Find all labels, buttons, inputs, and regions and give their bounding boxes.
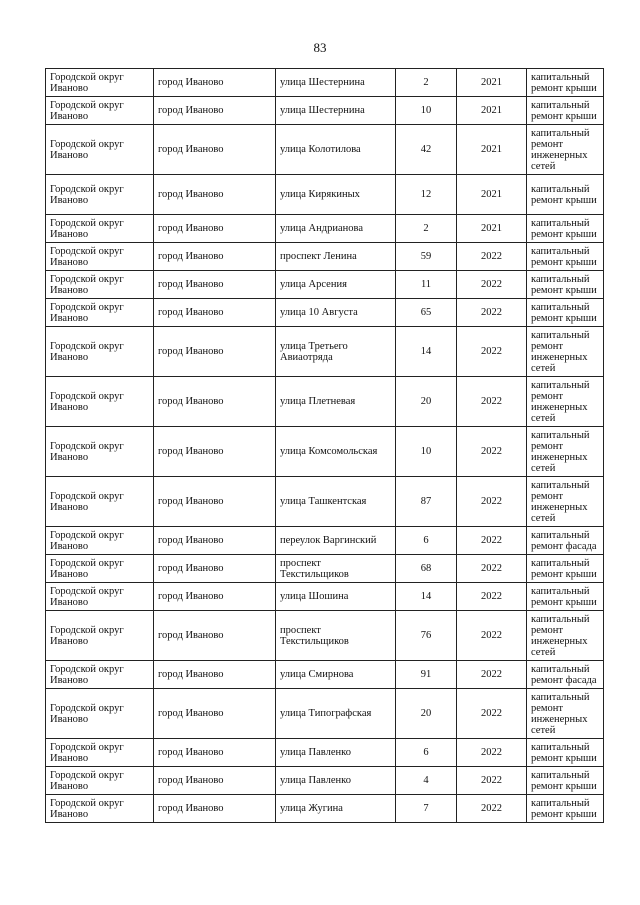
cell-municipality: Городской округ Иваново	[46, 271, 154, 299]
cell-municipality: Городской округ Иваново	[46, 175, 154, 215]
cell-settlement: город Иваново	[154, 125, 276, 175]
table-body	[46, 69, 604, 823]
cell-street: проспект Текстильщиков	[276, 555, 396, 583]
cell-settlement: город Иваново	[154, 377, 276, 427]
cell-work: капитальный ремонт инженерных сетей	[527, 377, 604, 427]
cell-municipality: Городской округ Иваново	[46, 215, 154, 243]
cell-settlement: город Иваново	[154, 271, 276, 299]
cell-year: 2022	[457, 477, 527, 527]
table-row	[46, 527, 604, 555]
cell-house: 6	[396, 527, 457, 555]
cell-settlement: город Иваново	[154, 689, 276, 739]
cell-house: 87	[396, 477, 457, 527]
table-row	[46, 175, 604, 215]
cell-year: 2021	[457, 215, 527, 243]
cell-street: улица Жугина	[276, 795, 396, 823]
cell-work: капитальный ремонт инженерных сетей	[527, 125, 604, 175]
cell-settlement: город Иваново	[154, 477, 276, 527]
cell-street: улица Шестернина	[276, 69, 396, 97]
table-row	[46, 299, 604, 327]
table-row	[46, 689, 604, 739]
cell-settlement: город Иваново	[154, 97, 276, 125]
cell-work: капитальный ремонт инженерных сетей	[527, 427, 604, 477]
cell-work: капитальный ремонт крыши	[527, 271, 604, 299]
cell-year: 2022	[457, 555, 527, 583]
cell-year: 2022	[457, 795, 527, 823]
cell-municipality: Городской округ Иваново	[46, 583, 154, 611]
cell-street: улица Павленко	[276, 739, 396, 767]
table-row	[46, 611, 604, 661]
cell-work: капитальный ремонт крыши	[527, 69, 604, 97]
cell-work: капитальный ремонт крыши	[527, 175, 604, 215]
cell-municipality: Городской округ Иваново	[46, 767, 154, 795]
table-row	[46, 739, 604, 767]
cell-house: 42	[396, 125, 457, 175]
cell-street: улица Плетневая	[276, 377, 396, 427]
cell-settlement: город Иваново	[154, 327, 276, 377]
cell-settlement: город Иваново	[154, 299, 276, 327]
cell-year: 2021	[457, 97, 527, 125]
table-row	[46, 555, 604, 583]
page-number: 83	[313, 40, 327, 55]
cell-year: 2022	[457, 427, 527, 477]
cell-work: капитальный ремонт инженерных сетей	[527, 611, 604, 661]
table-row	[46, 69, 604, 97]
cell-house: 12	[396, 175, 457, 215]
cell-year: 2022	[457, 377, 527, 427]
cell-street: улица Шестернина	[276, 97, 396, 125]
cell-house: 6	[396, 739, 457, 767]
cell-street: улица Комсомольская	[276, 427, 396, 477]
cell-settlement: город Иваново	[154, 611, 276, 661]
cell-year: 2022	[457, 689, 527, 739]
cell-settlement: город Иваново	[154, 767, 276, 795]
cell-street: проспект Ленина	[276, 243, 396, 271]
cell-municipality: Городской округ Иваново	[46, 377, 154, 427]
cell-work: капитальный ремонт фасада	[527, 661, 604, 689]
cell-year: 2022	[457, 767, 527, 795]
table-row	[46, 477, 604, 527]
cell-municipality: Городской округ Иваново	[46, 689, 154, 739]
cell-year: 2022	[457, 527, 527, 555]
cell-municipality: Городской округ Иваново	[46, 477, 154, 527]
cell-settlement: город Иваново	[154, 583, 276, 611]
cell-house: 14	[396, 327, 457, 377]
cell-year: 2022	[457, 661, 527, 689]
cell-work: капитальный ремонт крыши	[527, 97, 604, 125]
cell-work: капитальный ремонт крыши	[527, 739, 604, 767]
cell-municipality: Городской округ Иваново	[46, 299, 154, 327]
cell-work: капитальный ремонт крыши	[527, 215, 604, 243]
table-row	[46, 377, 604, 427]
cell-work: капитальный ремонт крыши	[527, 767, 604, 795]
cell-settlement: город Иваново	[154, 795, 276, 823]
cell-street: улица Шошина	[276, 583, 396, 611]
cell-settlement: город Иваново	[154, 175, 276, 215]
cell-settlement: город Иваново	[154, 243, 276, 271]
cell-house: 65	[396, 299, 457, 327]
table-row	[46, 327, 604, 377]
cell-year: 2022	[457, 739, 527, 767]
cell-municipality: Городской округ Иваново	[46, 243, 154, 271]
table-row	[46, 767, 604, 795]
cell-municipality: Городской округ Иваново	[46, 795, 154, 823]
cell-municipality: Городской округ Иваново	[46, 527, 154, 555]
cell-settlement: город Иваново	[154, 661, 276, 689]
cell-year: 2021	[457, 69, 527, 97]
cell-year: 2022	[457, 327, 527, 377]
table-row	[46, 583, 604, 611]
cell-work: капитальный ремонт крыши	[527, 243, 604, 271]
cell-municipality: Городской округ Иваново	[46, 739, 154, 767]
cell-municipality: Городской округ Иваново	[46, 97, 154, 125]
cell-street: переулок Варгинский	[276, 527, 396, 555]
cell-year: 2022	[457, 299, 527, 327]
cell-work: капитальный ремонт крыши	[527, 299, 604, 327]
table-row	[46, 795, 604, 823]
cell-street: улица Павленко	[276, 767, 396, 795]
cell-street: проспект Текстильщиков	[276, 611, 396, 661]
cell-house: 10	[396, 97, 457, 125]
cell-municipality: Городской округ Иваново	[46, 427, 154, 477]
cell-street: улица Смирнова	[276, 661, 396, 689]
cell-house: 20	[396, 689, 457, 739]
cell-house: 2	[396, 215, 457, 243]
cell-street: улица Кирякиных	[276, 175, 396, 215]
cell-work: капитальный ремонт фасада	[527, 527, 604, 555]
cell-municipality: Городской округ Иваново	[46, 327, 154, 377]
cell-house: 76	[396, 611, 457, 661]
table-row	[46, 125, 604, 175]
cell-municipality: Городской округ Иваново	[46, 555, 154, 583]
cell-work: капитальный ремонт крыши	[527, 795, 604, 823]
cell-house: 11	[396, 271, 457, 299]
cell-year: 2022	[457, 243, 527, 271]
cell-municipality: Городской округ Иваново	[46, 661, 154, 689]
table-row	[46, 427, 604, 477]
cell-municipality: Городской округ Иваново	[46, 611, 154, 661]
cell-year: 2022	[457, 271, 527, 299]
cell-house: 4	[396, 767, 457, 795]
cell-street: улица 10 Августа	[276, 299, 396, 327]
cell-work: капитальный ремонт инженерных сетей	[527, 327, 604, 377]
cell-street: улица Типографская	[276, 689, 396, 739]
cell-street: улица Третьего Авиаотряда	[276, 327, 396, 377]
table-row	[46, 97, 604, 125]
cell-house: 20	[396, 377, 457, 427]
cell-settlement: город Иваново	[154, 739, 276, 767]
cell-house: 68	[396, 555, 457, 583]
cell-year: 2022	[457, 583, 527, 611]
cell-street: улица Ташкентская	[276, 477, 396, 527]
cell-street: улица Колотилова	[276, 125, 396, 175]
cell-work: капитальный ремонт инженерных сетей	[527, 689, 604, 739]
cell-year: 2022	[457, 611, 527, 661]
cell-year: 2021	[457, 175, 527, 215]
cell-year: 2021	[457, 125, 527, 175]
cell-house: 10	[396, 427, 457, 477]
cell-work: капитальный ремонт крыши	[527, 583, 604, 611]
cell-work: капитальный ремонт крыши	[527, 555, 604, 583]
cell-street: улица Андрианова	[276, 215, 396, 243]
cell-municipality: Городской округ Иваново	[46, 125, 154, 175]
cell-house: 7	[396, 795, 457, 823]
cell-house: 91	[396, 661, 457, 689]
cell-house: 59	[396, 243, 457, 271]
cell-settlement: город Иваново	[154, 527, 276, 555]
table-row	[46, 215, 604, 243]
cell-house: 2	[396, 69, 457, 97]
cell-municipality: Городской округ Иваново	[46, 69, 154, 97]
table-row	[46, 661, 604, 689]
cell-settlement: город Иваново	[154, 215, 276, 243]
cell-work: капитальный ремонт инженерных сетей	[527, 477, 604, 527]
cell-street: улица Арсения	[276, 271, 396, 299]
cell-house: 14	[396, 583, 457, 611]
cell-settlement: город Иваново	[154, 69, 276, 97]
cell-settlement: город Иваново	[154, 555, 276, 583]
repair-schedule-table	[45, 68, 604, 823]
cell-settlement: город Иваново	[154, 427, 276, 477]
table-row	[46, 243, 604, 271]
table-row	[46, 271, 604, 299]
